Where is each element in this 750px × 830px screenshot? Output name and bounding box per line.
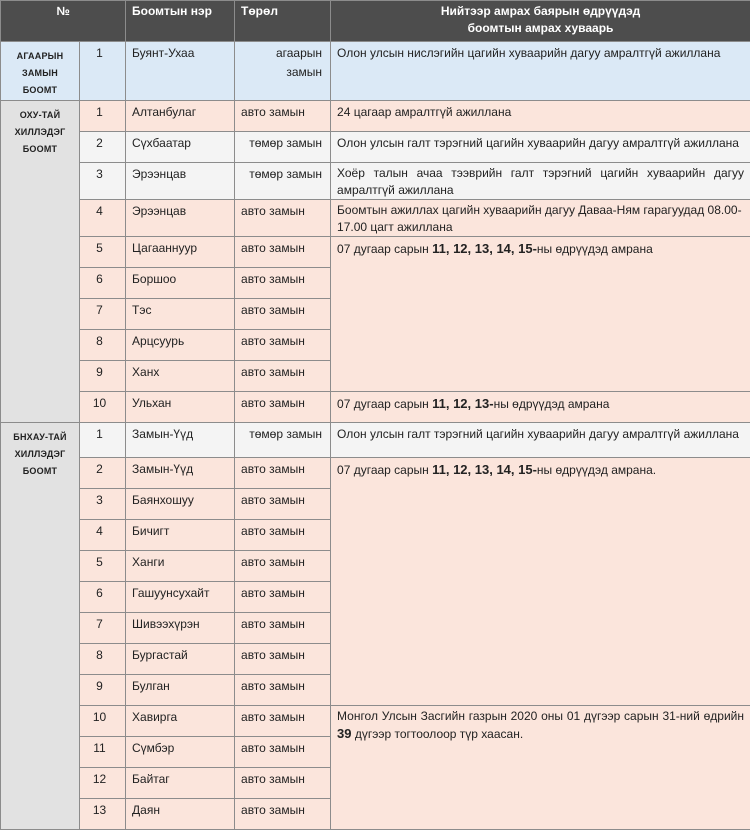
table-row xyxy=(1,200,750,237)
port-name: Тэс xyxy=(126,299,235,330)
row-number: 8 xyxy=(80,644,126,675)
schedule-note xyxy=(331,237,750,392)
row-number: 1 xyxy=(80,42,126,101)
port-type: авто замын xyxy=(235,101,331,132)
schedule-note: Олон улсын нислэгийн цагийн хуваарийн дагуу амралтгүй ажиллана xyxy=(331,42,750,101)
port-type: авто замын xyxy=(235,237,331,268)
header-port-name: Боомтын нэр xyxy=(126,1,235,42)
row-number: 10 xyxy=(80,706,126,737)
row-number: 2 xyxy=(80,132,126,163)
row-number: 10 xyxy=(80,392,126,423)
port-type: авто замын xyxy=(235,675,331,706)
port-name: Шивээхүрэн xyxy=(126,613,235,644)
port-name: Буянт-Ухаа xyxy=(126,42,235,101)
note-text: ны өдрүүдэд амрана. xyxy=(537,463,656,477)
schedule-note: Олон улсын галт тэрэгний цагийн хуваарийн дагуу амралтгүй ажиллана xyxy=(331,132,750,163)
port-type: авто замын xyxy=(235,520,331,551)
row-number: 7 xyxy=(80,613,126,644)
port-type: авто замын xyxy=(235,799,331,830)
note-days: 11, 12, 13- xyxy=(432,396,493,411)
row-number: 5 xyxy=(80,237,126,268)
schedule-note: Олон улсын галт тэрэгний цагийн хуваарийн дагуу амралтгүй ажиллана xyxy=(331,423,750,458)
port-name: Эрээнцав xyxy=(126,163,235,200)
row-number: 5 xyxy=(80,551,126,582)
port-name: Ханги xyxy=(126,551,235,582)
port-name: Эрээнцав xyxy=(126,200,235,237)
note-text: 07 дугаар сарын xyxy=(337,242,432,256)
port-type: авто замын xyxy=(235,392,331,423)
table-row xyxy=(1,101,750,132)
port-type: авто замын xyxy=(235,551,331,582)
port-name: Цагааннуур xyxy=(126,237,235,268)
port-type: авто замын xyxy=(235,644,331,675)
port-name: Сүхбаатар xyxy=(126,132,235,163)
note-decree-number: 39 xyxy=(337,726,351,741)
port-name: Арцсуурь xyxy=(126,330,235,361)
row-number: 6 xyxy=(80,268,126,299)
table-row xyxy=(1,706,750,737)
port-type: төмөр замын xyxy=(235,423,331,458)
schedule-note: Хоёр талын ачаа тээврийн галт тэрэгний цагийн хуваарийн дагуу амралтгүй ажиллана xyxy=(331,163,750,200)
row-number: 1 xyxy=(80,101,126,132)
schedule-note: Боомтын ажиллах цагийн хуваарийн дагуу Даваа-Ням гарагуудад 08.00-17.00 цагт ажиллана xyxy=(331,200,750,237)
row-number: 9 xyxy=(80,361,126,392)
note-days: 11, 12, 13, 14, 15- xyxy=(432,462,537,477)
schedule-note xyxy=(331,392,750,423)
port-type: авто замын xyxy=(235,200,331,237)
port-name: Ханх xyxy=(126,361,235,392)
row-number: 11 xyxy=(80,737,126,768)
port-type: агаарын замын xyxy=(235,42,331,101)
row-number: 1 xyxy=(80,423,126,458)
table-row xyxy=(1,132,750,163)
row-number: 3 xyxy=(80,163,126,200)
row-number: 3 xyxy=(80,489,126,520)
header-note-line1: Нийтээр амрах баярын өдрүүдэд xyxy=(441,4,640,18)
table-row xyxy=(1,42,750,101)
row-number: 8 xyxy=(80,330,126,361)
port-type: авто замын xyxy=(235,268,331,299)
table-row xyxy=(1,458,750,489)
table-header-row xyxy=(1,1,750,42)
row-number: 6 xyxy=(80,582,126,613)
port-name: Бичигт xyxy=(126,520,235,551)
port-type: авто замын xyxy=(235,582,331,613)
row-number: 7 xyxy=(80,299,126,330)
port-type: авто замын xyxy=(235,706,331,737)
table-row xyxy=(1,237,750,268)
port-type: төмөр замын xyxy=(235,163,331,200)
row-number: 12 xyxy=(80,768,126,799)
note-days: 11, 12, 13, 14, 15- xyxy=(432,241,537,256)
table-row xyxy=(1,163,750,200)
port-name: Хавирга xyxy=(126,706,235,737)
port-name: Байтаг xyxy=(126,768,235,799)
schedule-note: 24 цагаар амралтгүй ажиллана xyxy=(331,101,750,132)
group-russia: ОХУ-ТАЙ ХИЛЛЭДЭГ БООМТ xyxy=(1,101,80,423)
port-name: Ульхан xyxy=(126,392,235,423)
port-name: Замын-Үүд xyxy=(126,423,235,458)
note-text: ны өдрүүдэд амрана xyxy=(494,397,610,411)
port-name: Боршоо xyxy=(126,268,235,299)
note-text: 07 дугаар сарын xyxy=(337,397,432,411)
port-type: авто замын xyxy=(235,458,331,489)
schedule-note xyxy=(331,706,750,830)
group-air: АГААРЫН ЗАМЫН БООМТ xyxy=(1,42,80,101)
port-name: Бургастай xyxy=(126,644,235,675)
note-text: 07 дугаар сарын xyxy=(337,463,432,477)
port-name: Алтанбулаг xyxy=(126,101,235,132)
header-holiday-schedule xyxy=(331,1,750,42)
header-note-line2: боомтын амрах хуваарь xyxy=(468,21,614,35)
row-number: 2 xyxy=(80,458,126,489)
port-type: авто замын xyxy=(235,330,331,361)
table-row xyxy=(1,423,750,458)
port-type: авто замын xyxy=(235,613,331,644)
row-number: 4 xyxy=(80,200,126,237)
port-type: авто замын xyxy=(235,489,331,520)
port-name: Булган xyxy=(126,675,235,706)
group-china: БНХАУ-ТАЙ ХИЛЛЭДЭГ БООМТ xyxy=(1,423,80,830)
row-number: 13 xyxy=(80,799,126,830)
note-text: Монгол Улсын Засгийн газрын 2020 оны 01 дүгээр сарын 31-ний өдрийн xyxy=(337,709,744,723)
port-name: Гашуунсухайт xyxy=(126,582,235,613)
port-name: Даян xyxy=(126,799,235,830)
header-number: № xyxy=(1,1,126,42)
header-port-type: Төрөл xyxy=(235,1,331,42)
port-type: төмөр замын xyxy=(235,132,331,163)
note-text: ны өдрүүдэд амрана xyxy=(537,242,653,256)
row-number: 9 xyxy=(80,675,126,706)
port-type: авто замын xyxy=(235,361,331,392)
port-type: авто замын xyxy=(235,737,331,768)
port-type: авто замын xyxy=(235,299,331,330)
port-type: авто замын xyxy=(235,768,331,799)
port-name: Замын-Үүд xyxy=(126,458,235,489)
note-text: дүгээр тогтоолоор түр хаасан. xyxy=(351,727,523,741)
port-name: Баянхошуу xyxy=(126,489,235,520)
port-name: Сүмбэр xyxy=(126,737,235,768)
schedule-note xyxy=(331,458,750,706)
table-row xyxy=(1,392,750,423)
row-number: 4 xyxy=(80,520,126,551)
